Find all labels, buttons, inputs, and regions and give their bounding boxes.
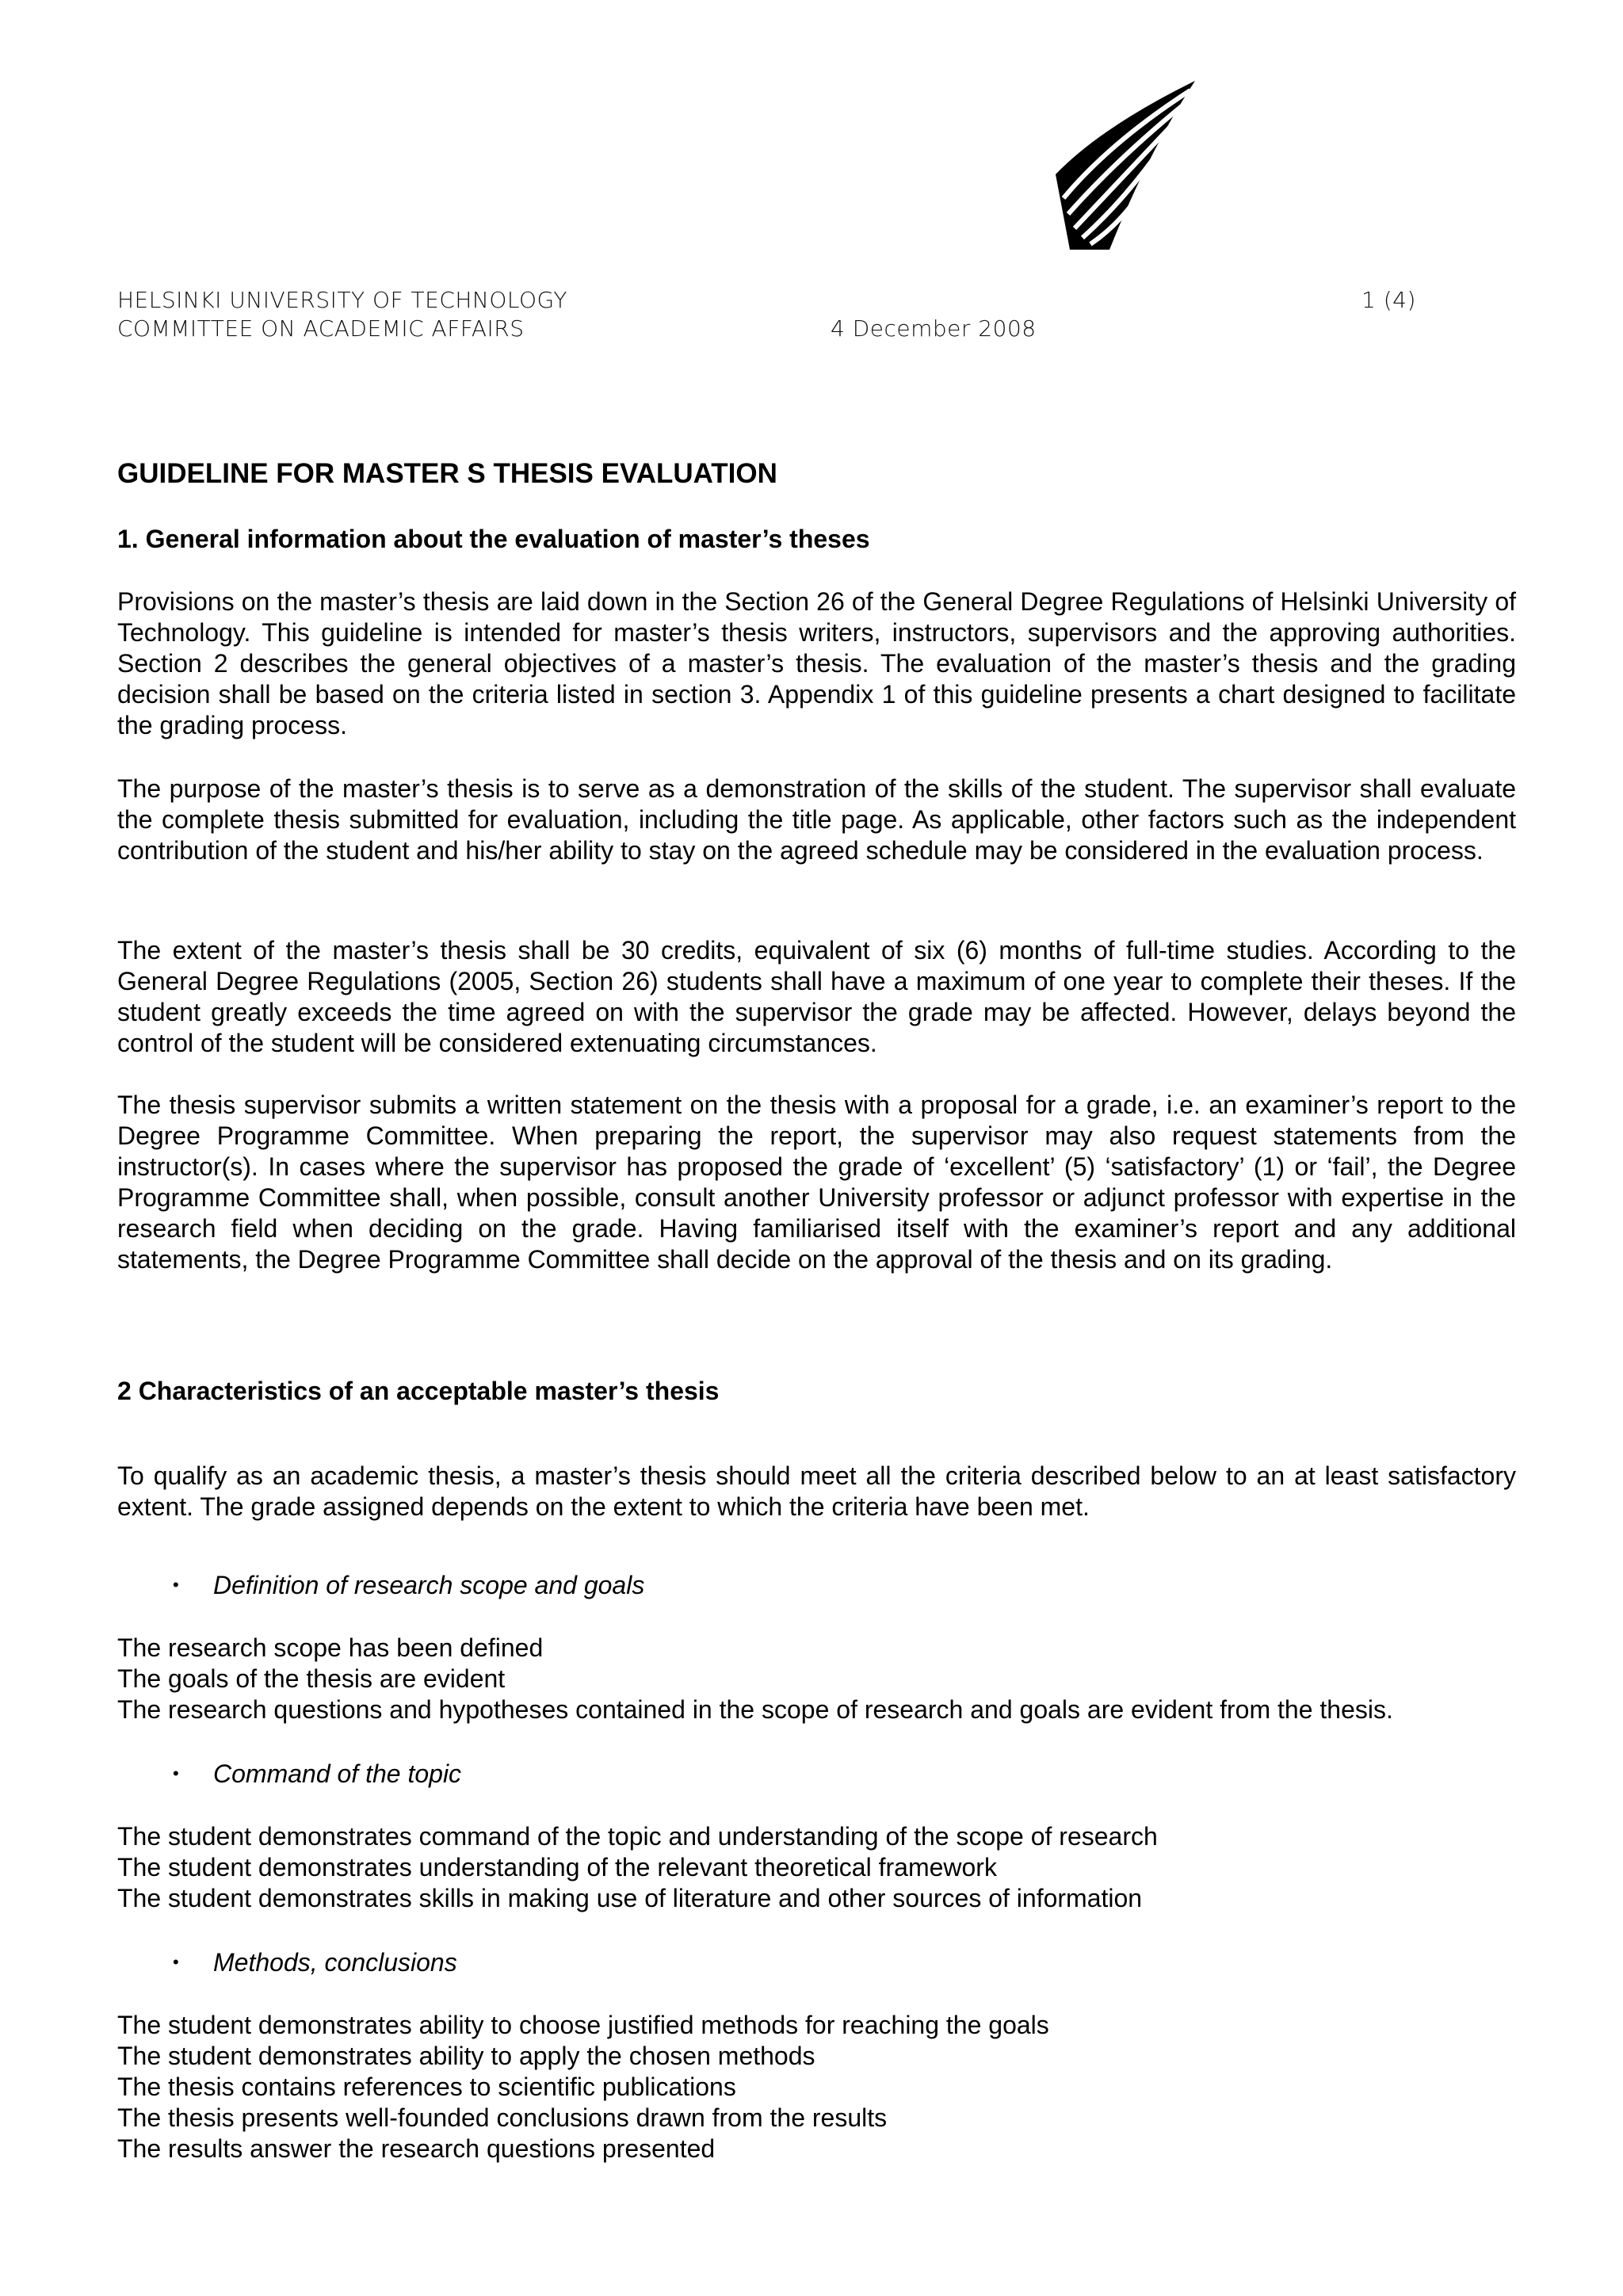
page-number: 1 (4) — [1361, 287, 1416, 313]
committee-name: COMMITTEE ON ACADEMIC AFFAIRS — [117, 315, 525, 342]
section-1-paragraph: The purpose of the master’s thesis is to serve as a demonstration of the skills of the student. The supervisor shall evaluate the complete thesis submitted for evaluation, including the title page. As applicable, other factors such as the independent contribution of the student and his/her ability to stay on the agreed schedule may be considered in the evaluation process. — [117, 774, 1516, 865]
criteria-title: Command of the topic — [213, 1759, 462, 1788]
criteria-line: The student demonstrates ability to apply the chosen methods — [117, 2041, 815, 2070]
bullet-icon: • — [173, 1952, 179, 1972]
criteria-line: The thesis presents well-founded conclusions drawn from the results — [117, 2103, 888, 2132]
criteria-line: The research questions and hypotheses contained in the scope of research and goals are evident from the thesis. — [117, 1694, 1393, 1724]
criteria-title: Methods, conclusions — [213, 1948, 457, 1977]
criteria-list — [117, 1633, 1393, 1725]
criteria-title: Definition of research scope and goals — [213, 1571, 645, 1599]
university-logo-icon — [1054, 79, 1197, 250]
criteria-line: The goals of the thesis are evident — [117, 1664, 506, 1693]
university-name: HELSINKI UNIVERSITY OF TECHNOLOGY — [117, 287, 567, 313]
criteria-line: The student demonstrates skills in making use of literature and other sources of information — [117, 1883, 1143, 1912]
criteria-line: The student demonstrates understanding of the relevant theoretical framework — [117, 1852, 997, 1881]
criteria-list — [117, 1821, 1158, 1914]
bullet-icon: • — [173, 1575, 179, 1595]
document-title: GUIDELINE FOR MASTER S THESIS EVALUATION — [117, 458, 777, 489]
section-1-paragraph: Provisions on the master’s thesis are laid down in the Section 26 of the General Degree Regulations of Helsinki University of Technology. This guideline is intended for master’s thesis writers, instructors, supervisors and the approving authorities. Section 2 describes the general objectives of a master’s thesis. The evaluation of the master’s thesis and the grading decision shall be based on the criteria listed in section 3. Appendix 1 of this guideline presents a chart designed to facilitate the grading process. — [117, 587, 1516, 739]
section-2-intro: To qualify as an academic thesis, a master’s thesis should meet all the criteria described below to an at least satisfactory extent. The grade assigned depends on the extent to which the criteria have been met. — [117, 1461, 1516, 1521]
criteria-line: The student demonstrates ability to choose justified methods for reaching the goals — [117, 2011, 1049, 2039]
criteria-line: The research scope has been defined — [117, 1633, 544, 1662]
criteria-list — [117, 2010, 1049, 2164]
criteria-line: The thesis contains references to scientific publications — [117, 2072, 736, 2101]
section-1-heading: 1. General information about the evaluation of master’s theses — [117, 525, 870, 553]
section-2-heading: 2 Characteristics of an acceptable master’s thesis — [117, 1377, 720, 1405]
section-1-paragraph: The extent of the master’s thesis shall be 30 credits, equivalent of six (6) months of full-time studies. According to the General Degree Regulations (2005, Section 26) students shall have a maximum of one year to complete their theses. If the student greatly exceeds the time agreed on with the supervisor the grade may be affected. However, delays beyond the control of the student will be considered extenuating circumstances. — [117, 936, 1516, 1057]
document-date: 4 December 2008 — [831, 315, 1037, 342]
bullet-icon: • — [173, 1763, 179, 1783]
criteria-line: The student demonstrates command of the topic and understanding of the scope of research — [117, 1822, 1158, 1851]
criteria-line: The results answer the research questions presented — [117, 2134, 716, 2163]
section-1-paragraph: The thesis supervisor submits a written statement on the thesis with a proposal for a grade, i.e. an examiner’s report to the Degree Programme Committee. When preparing the report, the supervisor may also request statements from the instructor(s). In cases where the supervisor has proposed the grade of ‘excellent’ (5) ‘satisfactory’ (1) or ‘fail’, the Degree Programme Committee shall, when possible, consult another University professor or adjunct professor with expertise in the research field when deciding on the grade. Having familiarised itself with the examiner’s report and any additional statements, the Degree Programme Committee shall decide on the approval of the thesis and on its grading. — [117, 1091, 1516, 1274]
